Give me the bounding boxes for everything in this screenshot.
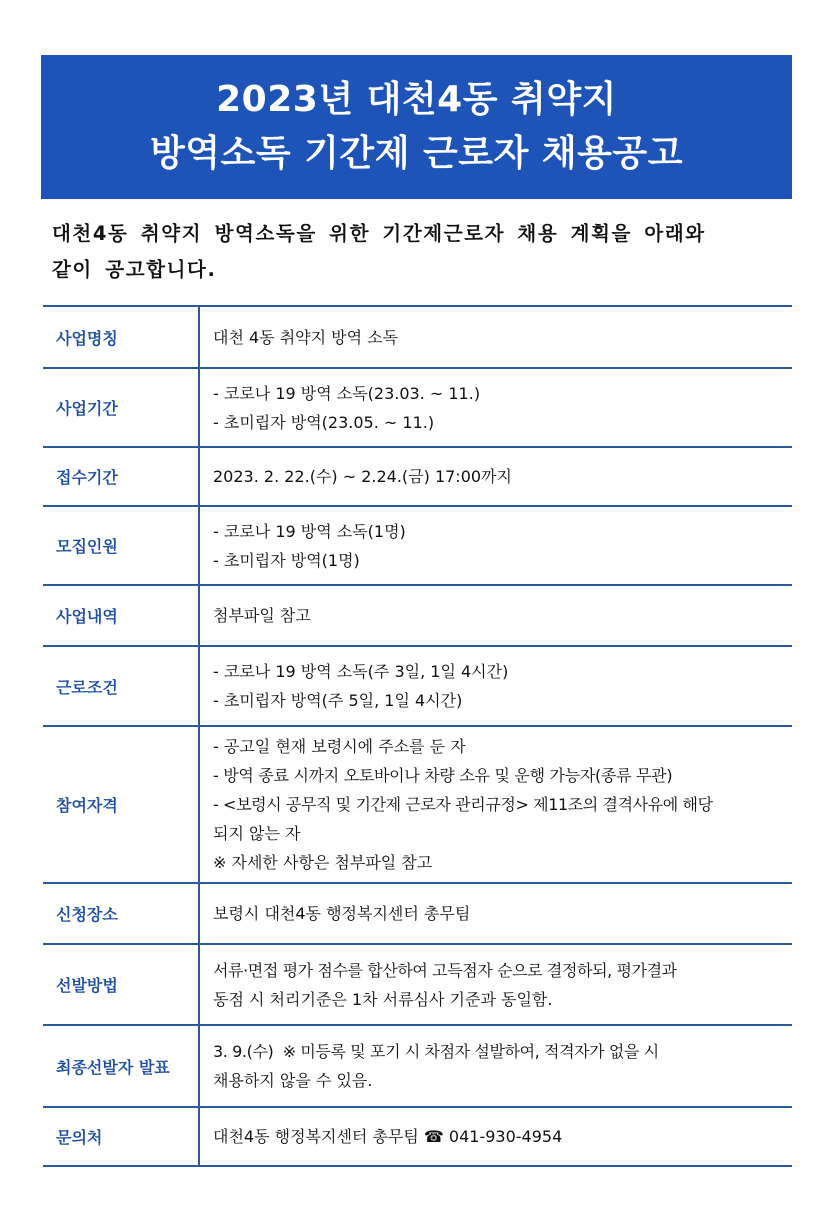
value-line: - 초미립자 방역(주 5일, 1일 4시간) — [213, 691, 463, 710]
row-label: 문의처 — [43, 1108, 200, 1165]
row-label: 최종선발자 발표 — [43, 1026, 200, 1106]
value-line: - 코로나 19 방역 소독(주 3일, 1일 4시간) — [213, 662, 509, 681]
intro-line-2: 같이 공고합니다. — [52, 258, 217, 281]
row-value — [200, 586, 792, 645]
value-line: - 코로나 19 방역 소독(23.03. ~ 11.) — [213, 383, 481, 403]
table-row-project-period — [43, 369, 792, 448]
value-line: - <보령시 공무직 및 기간제 근로자 관리규정> 제11조의 결격사유에 해당 — [213, 795, 713, 814]
row-label: 사업기간 — [43, 369, 200, 446]
row-label: 모집인원 — [43, 507, 200, 584]
table-row-work-conditions — [43, 647, 792, 727]
row-value — [200, 307, 792, 367]
title-line-1: 2023년 대천4동 취약지 — [216, 79, 617, 120]
row-value — [200, 945, 792, 1024]
table-row-final-announcement — [43, 1026, 792, 1108]
row-value — [200, 1026, 792, 1106]
value-line: 첨부파일 참고 — [213, 606, 311, 625]
value-line: - 공고일 현재 보령시에 주소를 둔 자 — [213, 737, 466, 756]
table-row-application-place — [43, 884, 792, 945]
value-line: 2023. 2. 22.(수) ~ 2.24.(금) 17:00까지 — [213, 467, 512, 486]
value-line: - 초미립자 방역(1명) — [213, 550, 360, 570]
intro-line-1: 대천4동 취약지 방역소독을 위한 기간제근로자 채용 계획을 아래와 — [52, 222, 706, 245]
table-row-eligibility — [43, 727, 792, 884]
row-value — [200, 369, 792, 446]
row-label: 사업내역 — [43, 586, 200, 645]
value-line: 대천 4동 취약지 방역 소독 — [213, 327, 399, 347]
value-line: 서류·면접 평가 점수를 합산하여 고득점자 순으로 결정하되, 평가결과 — [213, 960, 677, 980]
row-label: 접수기간 — [43, 448, 200, 505]
row-value — [200, 647, 792, 725]
value-line: 동점 시 처리기준은 1차 서류심사 기준과 동일함. — [213, 989, 553, 1009]
info-table — [43, 305, 792, 1167]
row-label: 신청장소 — [43, 884, 200, 943]
value-line: 3. 9.(수) ※ 미등록 및 포기 시 차점자 설발하여, 적격자가 없을 시 — [213, 1042, 659, 1061]
value-line: - 코로나 19 방역 소독(1명) — [213, 521, 406, 541]
value-line: ※ 자세한 사항은 첨부파일 참고 — [213, 853, 433, 872]
table-row-recruit-count — [43, 507, 792, 586]
table-row-contact — [43, 1108, 792, 1167]
table-row-selection-method — [43, 945, 792, 1026]
value-line: - 방역 종료 시까지 오토바이나 차량 소유 및 운행 가능자(종류 무관) — [213, 766, 673, 785]
row-value — [200, 884, 792, 943]
value-line: - 초미립자 방역(23.05. ~ 11.) — [213, 412, 435, 432]
title-banner — [41, 55, 792, 199]
row-value — [200, 507, 792, 584]
table-row-project-name — [43, 307, 792, 369]
row-value — [200, 1108, 792, 1165]
value-line: 되지 않는 자 — [213, 824, 301, 843]
row-label: 사업명칭 — [43, 307, 200, 367]
row-value — [200, 448, 792, 505]
intro-text — [52, 216, 792, 288]
value-line: 대천4동 행정복지센터 총무팀 ☎ 041-930-4954 — [213, 1127, 563, 1146]
row-label: 참여자격 — [43, 727, 200, 882]
value-line: 채용하지 않을 수 있음. — [213, 1071, 373, 1090]
row-label: 근로조건 — [43, 647, 200, 725]
table-row-project-details — [43, 586, 792, 647]
row-value — [200, 727, 792, 882]
value-line: 보령시 대천4동 행정복지센터 총무팀 — [213, 904, 471, 923]
title-line-2: 방역소독 기간제 근로자 채용공고 — [150, 133, 683, 174]
table-row-application-period — [43, 448, 792, 507]
row-label: 선발방법 — [43, 945, 200, 1024]
